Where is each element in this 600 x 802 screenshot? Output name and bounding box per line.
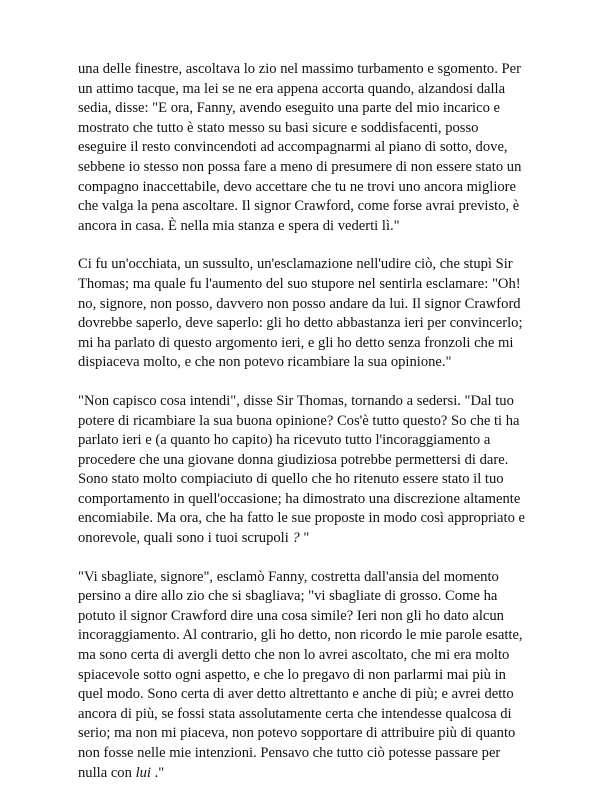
paragraph-text: "Non capisco cosa intendi", disse Sir Thomas, tornando a sedersi. "Dal tuo potere di ricambiare la sua buona opinione? Cos'è tutto questo? So che ti ha parlato ieri e (a quanto ho capito) ha ricevuto tutto l'incoraggiamento a procedere che una giovane donna giudiziosa potrebbe permettersi di dare. Sono stato molto compiaciuto di quello che ho ritenuto essere stato il tuo comportamento in quell'occasione; ha dimostrato una discrezione altamente encomiabile. Ma ora, che ha fatto le sue proposte in modo così appropriato e onorevole, quali sono i tuoi scrupoli	[78, 392, 525, 547]
paragraph-text: Ci fu un'occhiata, un sussulto, un'esclamazione nell'udire ciò, che stupì Sir Thomas; ma quale fu l'aumento del suo stupore nel sentirla esclamare: "Oh! no, signore, non posso, davvero non posso andare da lui. Il signor Crawford dovrebbe saperlo, deve saperlo: gli ho detto abbastanza ieri per convincerlo; mi ha parlato di questo argomento ieri, e gli ho detto senza fronzoli che mi dispiaceva molto, e che non potevo ricambiare la sua opinione."	[78, 256, 523, 371]
italic-text: ?	[292, 530, 300, 547]
paragraph-4	[78, 568, 530, 784]
paragraph-text: "	[299, 530, 310, 547]
body-text	[78, 60, 530, 802]
paragraph-text: una delle finestre, ascoltava lo zio nel massimo turbamento e sgomento. Per un attimo tacque, ma lei se ne era appena accorta quando, alzandosi dalla sedia, disse: "E ora, Fanny, avendo eseguito una parte del mio incarico e mostrato che tutto è stato messo su basi sicure e soddisfacenti, posso eseguire il resto convincendoti ad accompagnarmi al piano di sotto, dove, sebbene io stesso non possa fare a meno di presumere di non essere stato un compagno inaccettabile, devo accettare che tu ne trovi uno ancora migliore che valga la pena ascoltare. Il signor Crawford, come forse avrai previsto, è ancora in casa. È nella mia stanza e spera di vederti lì."	[78, 61, 522, 234]
paragraph-text: "Vi sbagliate, signore", esclamò Fanny, costretta dall'ansia del momento persino a dire allo zio che si sbagliava; "vi sbagliate di grosso. Come ha potuto il signor Crawford dire una cosa simile? Ieri non gli ho dato alcun incoraggiamento. Al contrario, gli ho detto, non ricordo le mie parole esatte, ma sono certa di avergli detto che non lo avrei ascoltato, che mi era molto spiacevole sotto ogni aspetto, e che lo pregavo di non parlarmi mai più in quel modo. Sono certa di aver detto altrettanto e anche di più; e avrei detto ancora di più, se fossi stata assolutamente certa che intendesse qualcosa di serio; ma non mi piaceva, non potevo sopportare di attribuire più di quanto non fosse nelle mie intenzioni. Pensavo che tutto ciò potesse passare per nulla con	[78, 568, 523, 781]
paragraph-3	[78, 392, 530, 549]
italic-text: lui	[135, 764, 151, 781]
paragraph-1	[78, 60, 530, 236]
paragraph-2	[78, 255, 530, 373]
paragraph-text: ."	[150, 764, 165, 781]
